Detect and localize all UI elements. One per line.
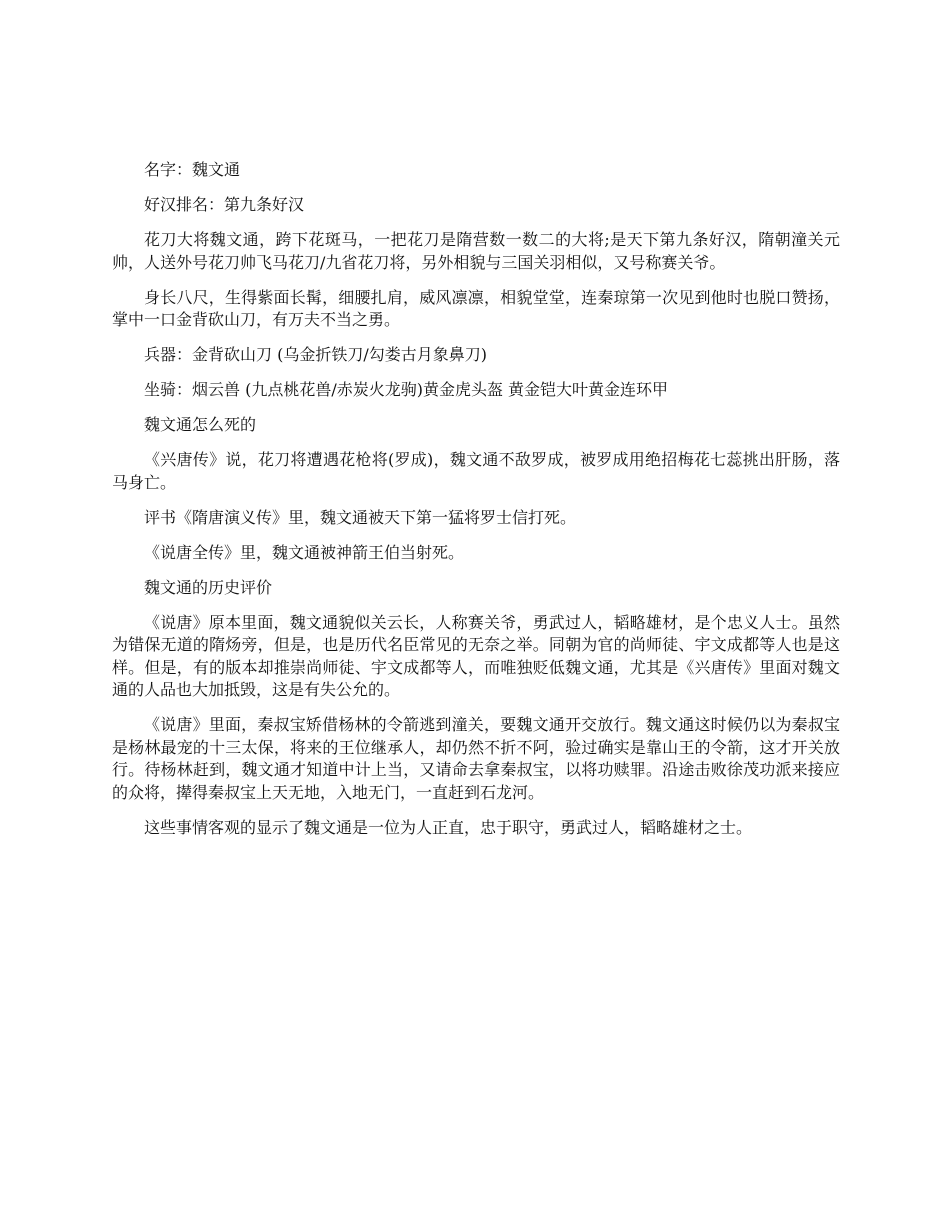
- field-weapon: 兵器：金背砍山刀 (乌金折铁刀/勾娄古月象鼻刀): [144, 345, 487, 364]
- evaluation-paragraph-2: 《说唐》里面，秦叔宝矫借杨林的令箭逃到潼关，要魏文通开交放行。魏文通这时候仍以为秦叔宝是杨林最宠的十三太保，将来的王位继承人，却仍然不折不阿，验过确实是靠山王的令箭，这才开关放行。待杨林赶到，魏文通才知道中计上当，又请命去拿秦叔宝，以将功赎罪。沿途击败徐茂功派来接应的众将，撵得秦叔宝上天无地，入地无门，一直赶到石龙河。: [112, 715, 840, 802]
- evaluation-paragraph-1: 《说唐》原本里面，魏文通貌似关云长，人称赛关爷，勇武过人，韬略雄材，是个忠义人士。虽然为错保无道的隋炀旁，但是，也是历代名臣常见的无奈之举。同朝为官的尚师徒、宇文成都等人也是这样。但是，有的版本却推崇尚师徒、宇文成都等人，而唯独贬低魏文通，尤其是《兴唐传》里面对魏文通的人品也大加抵毁，这是有失公允的。: [112, 612, 840, 699]
- intro-paragraph: 花刀大将魏文通，跨下花斑马，一把花刀是隋营数一数二的大将;是天下第九条好汉，隋朝潼关元帅，人送外号花刀帅飞马花刀/九省花刀将，另外相貌与三国关羽相似，又号称赛关爷。: [112, 230, 840, 272]
- field-ranking: 好汉排名：第九条好汉: [144, 195, 305, 214]
- appearance-paragraph: 身长八尺，生得紫面长髯，细腰扎肩，威风凛凛，相貌堂堂，连秦琼第一次见到他时也脱口赞扬，掌中一口金背砍山刀，有万夫不当之勇。: [112, 287, 840, 329]
- field-name: 名字：魏文通: [144, 160, 241, 179]
- section-heading-death: 魏文通怎么死的: [144, 415, 257, 434]
- death-paragraph-suitang: 评书《隋唐演义传》里，魏文通被天下第一猛将罗士信打死。: [144, 507, 577, 527]
- conclusion-paragraph: 这些事情客观的显示了魏文通是一位为人正直，忠于职守，勇武过人，韬略雄材之士。: [144, 817, 753, 837]
- section-heading-evaluation: 魏文通的历史评价: [144, 577, 273, 597]
- death-paragraph-shuotang: 《说唐全传》里，魏文通被神箭王伯当射死。: [144, 542, 465, 562]
- death-paragraph-xingtang: 《兴唐传》说，花刀将遭遇花枪将(罗成)，魏文通不敌罗成，被罗成用绝招梅花七蕊挑出肝肠，落马身亡。: [112, 450, 840, 492]
- field-mount: 坐骑：烟云兽 (九点桃花兽/赤炭火龙驹)黄金虎头盔 黄金铠大叶黄金连环甲: [144, 380, 669, 399]
- document-body: [112, 159, 840, 852]
